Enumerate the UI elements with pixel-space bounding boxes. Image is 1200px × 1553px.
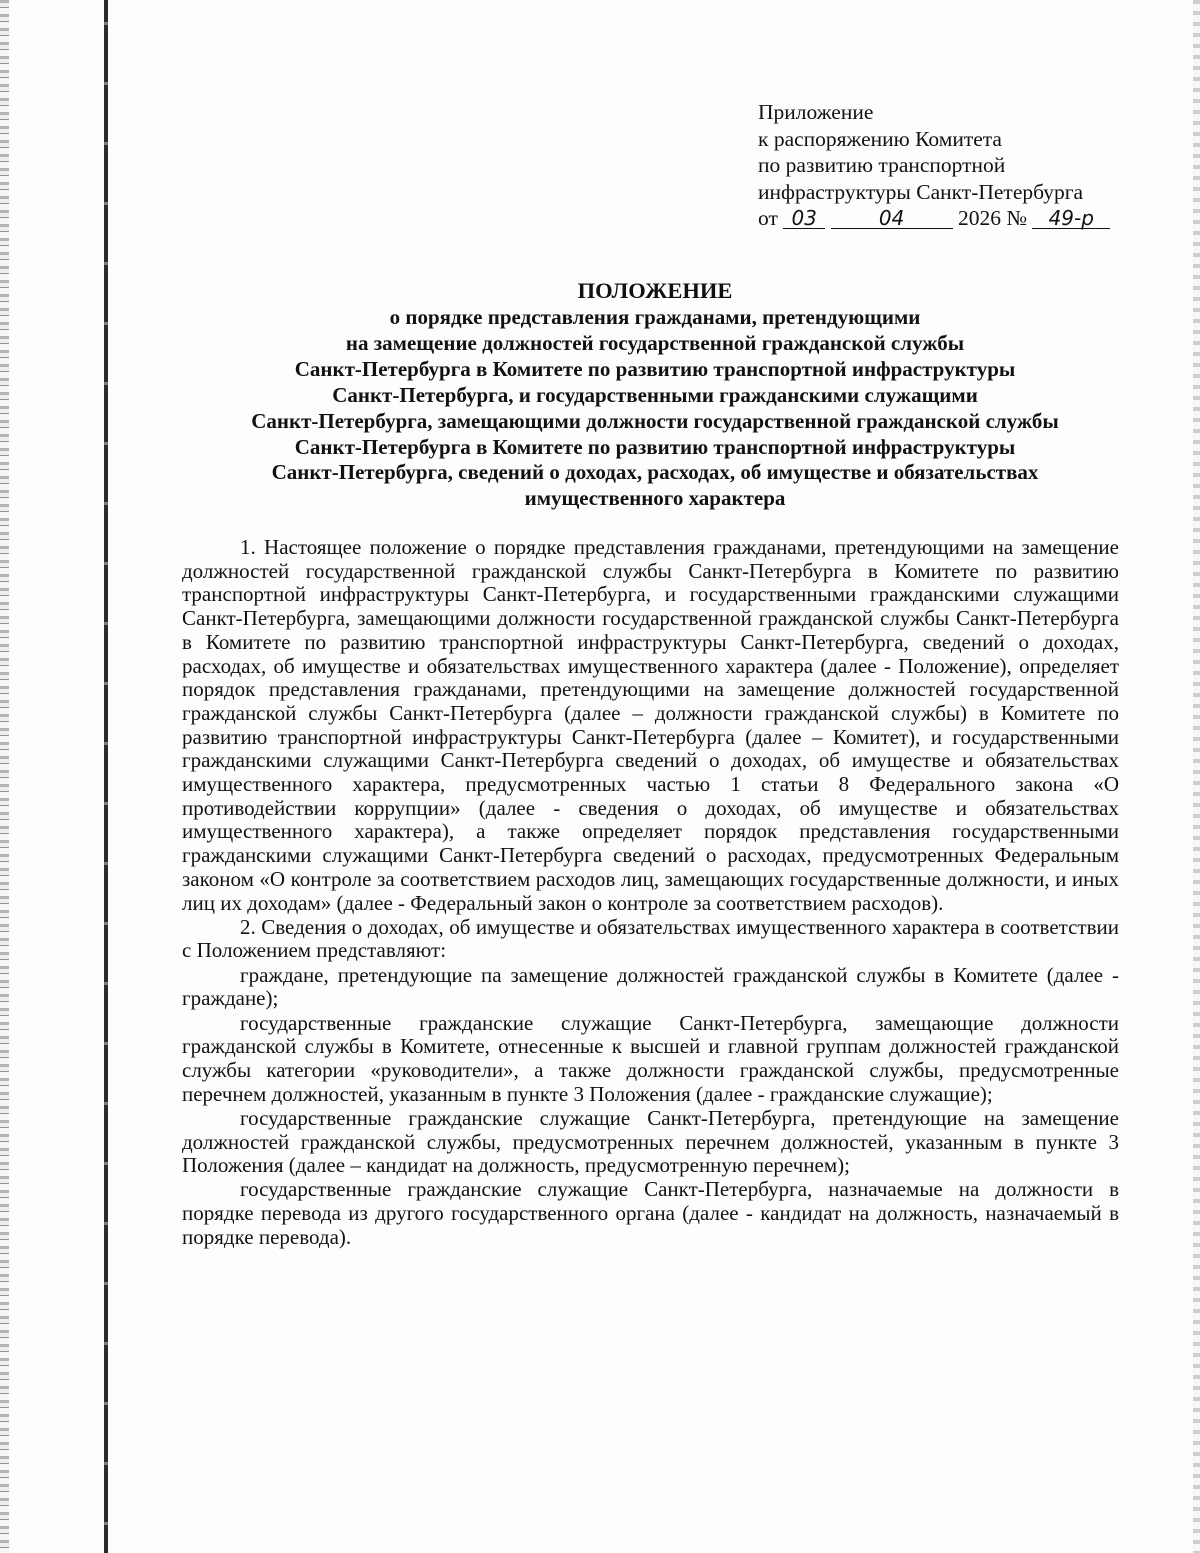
title-subtitle-line: Санкт-Петербурга, сведений о доходах, расходах, об имуществе и обязательствах — [271, 460, 1039, 485]
body-paragraph: граждане, претендующие па замещение должностей гражданской службы в Комитете (далее - граждане); — [182, 962, 1119, 1011]
appendix-line: инфраструктуры Санкт-Петербурга — [758, 179, 1084, 204]
handwritten-day: 03 — [783, 208, 825, 229]
body-paragraph: государственные гражданские служащие Санкт-Петербурга, претендующие на замещение должностей гражданской службы, предусмотренных перечнем должностей, указанным в пункте 3 Положения (далее – кандидат на должность, предусмотренную перечнем); — [182, 1105, 1119, 1178]
title-subtitle-line: о порядке представления гражданами, претендующими — [389, 305, 921, 329]
date-prefix: от — [758, 206, 778, 230]
document-title — [180, 278, 1130, 512]
body-paragraph: 1. Настоящее положение о порядке представления гражданами, претендующими на замещение должностей государственной гражданской службы Санкт-Петербурга в Комитете по развитию транспортной инфраструктуры Санкт-Петербурга, и государственными гражданскими служащими Санкт-Петербурга, замещающими должности государственной гражданской службы Санкт-Петербурга в Комитете по развитию транспортной инфраструктуры Санкт-Петербурга, сведений о доходах, расходах, об имуществе и обязательствах имущественного характера (далее - Положение), определяет порядок представления гражданами, претендующими на замещение должностей государственной гражданской службы Санкт-Петербурга (далее – должности гражданской службы) в Комитете по развитию транспортной инфраструктуры Санкт-Петербурга (далее – Комитет), и государственными гражданскими служащими Санкт-Петербурга сведений о доходах, об имуществе и обязательствах имущественного характера, предусмотренных частью 1 статьи 8 Федерального закона «О противодействии коррупции» (далее - сведения о доходах, об имуществе и обязательствах имущественного характера), а также определяет порядок представления государственными гражданскими служащими Санкт-Петербурга сведений о расходах, предусмотренных Федеральным законом «О контроле за соответствием расходов лиц, замещающих государственные должности, и иных лиц их доходам» (далее - Федеральный закон о контроле за соответствием расходов). — [182, 535, 1119, 915]
appendix-line: к распоряжению Комитета — [758, 126, 1002, 151]
appendix-date-line — [758, 205, 1178, 232]
date-year: 2026 № — [958, 206, 1027, 230]
scan-edge-right — [1193, 0, 1200, 1553]
scan-binding-line — [104, 0, 108, 1553]
body-paragraph: государственные гражданские служащие Санкт-Петербурга, замещающие должности гражданской службы в Комитете, отнесенные к высшей и главной группам должностей гражданской службы категории «руководители», а также должности гражданской службы, предусмотренные перечнем должностей, указанным в пункте 3 Положения (далее - гражданские служащие); — [182, 1010, 1119, 1106]
appendix-line: по развитию транспортной — [758, 153, 1006, 177]
appendix-line: Приложение — [758, 100, 874, 124]
handwritten-month: 04 — [831, 208, 953, 229]
title-subtitle-line: на замещение должностей государственной гражданской службы — [345, 330, 965, 355]
title-subtitle-line: Санкт-Петербурга, замещающими должности государственной гражданской службы — [251, 408, 1059, 433]
body-paragraph: государственные гражданские служащие Санкт-Петербурга, назначаемые на должности в порядке перевода из другого государственного органа (далее - кандидат на должность, назначаемый в порядке перевода). — [182, 1177, 1119, 1249]
scan-edge-left — [0, 0, 9, 1553]
title-subtitle-line: Санкт-Петербурга в Комитете по развитию транспортной инфраструктуры — [294, 356, 1016, 381]
title-subtitle-line: Санкт-Петербурга, и государственными гражданскими служащими — [332, 382, 978, 407]
handwritten-order-number: 49-р — [1032, 208, 1110, 229]
body-paragraph: 2. Сведения о доходах, об имуществе и обязательствах имущественного характера в соответствии с Положением представляют: — [182, 914, 1119, 963]
title-subtitle-line: Санкт-Петербурга в Комитете по развитию транспортной инфраструктуры — [294, 434, 1016, 459]
appendix-block — [758, 99, 1178, 232]
title-subtitle-line: имущественного характера — [524, 486, 786, 511]
title-main: ПОЛОЖЕНИЕ — [577, 278, 733, 303]
document-body — [182, 536, 1119, 1250]
